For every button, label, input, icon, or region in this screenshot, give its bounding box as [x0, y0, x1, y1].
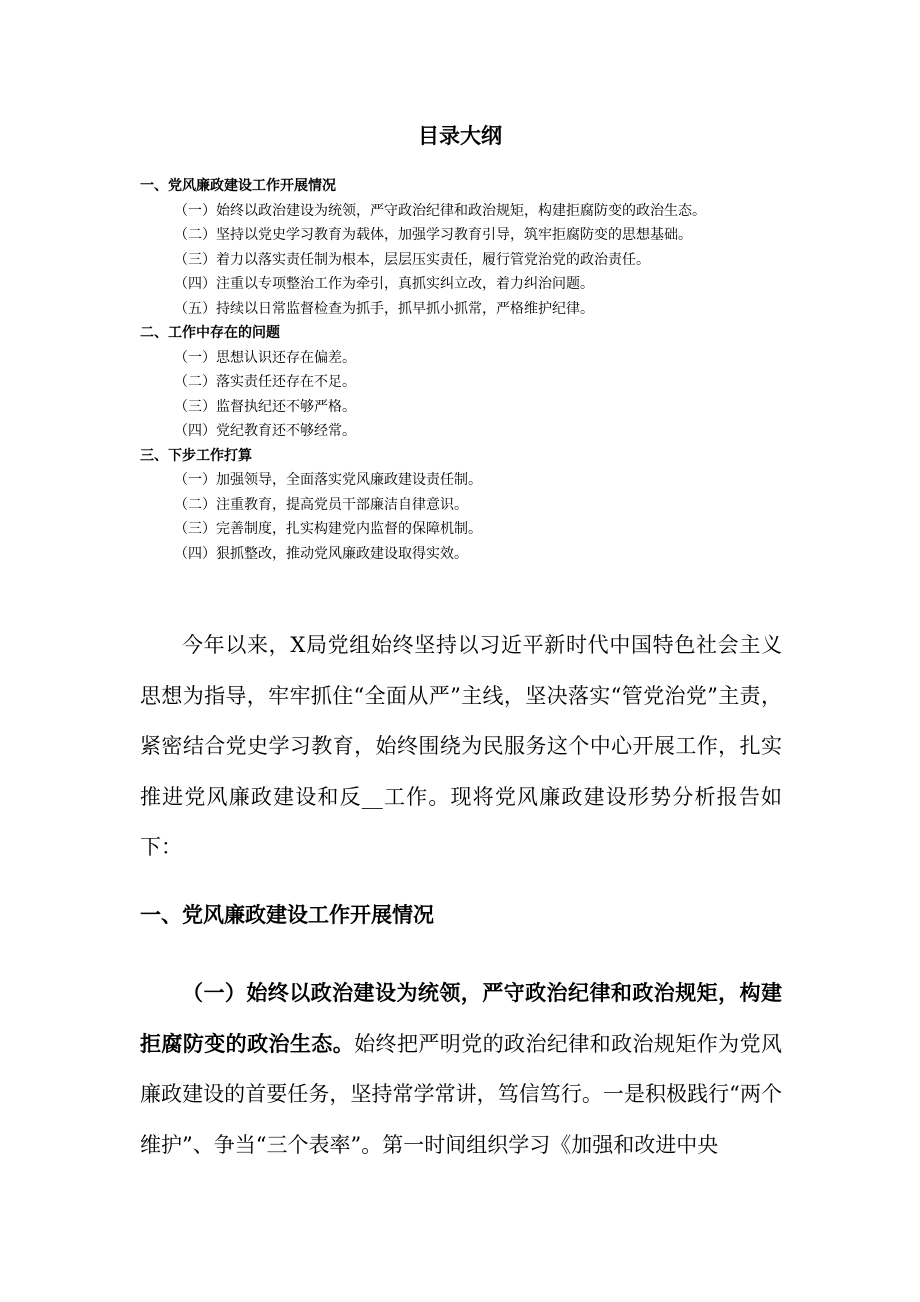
toc-item: （一）思想认识还存在偏差。	[174, 349, 356, 366]
toc-section-2: 二、工作中存在的问题	[140, 325, 280, 341]
toc-item: （二）落实责任还存在不足。	[174, 374, 356, 390]
paragraph-body-text: 始终把严明党的政治纪律和政治规矩作为党风廉政建设的首要任务，坚持常学常讲，笃信笃行。一是积极践行“两个维护”、争当“三个表率”。第一时间组织学习《加强和改进中央	[140, 1031, 783, 1157]
section-heading: 一、党风廉政建设工作开展情况	[140, 903, 434, 927]
toc-item: （三）着力以落实责任制为根本，层层压实责任，履行管党治党的政治责任。	[174, 251, 650, 268]
toc-item: （四）注重以专项整治工作为牵引，真抓实纠立改，着力纠治问题。	[174, 276, 594, 292]
toc-section-1: 一、党风廉政建设工作开展情况	[140, 178, 336, 194]
paragraph-lead-heading: （一）始终以政治建设为统领，严守政治纪律和政治规矩，构建拒腐防变的政治生态。	[140, 981, 782, 1056]
toc-title: 目录大纲	[418, 124, 502, 148]
toc-item: （四）狠抓整改，推动党风廉政建设取得实效。	[174, 545, 468, 562]
toc-item: （一）加强领导，全面落实党风廉政建设责任制。	[174, 472, 482, 488]
toc-item: （二）注重教育，提高党员干部廉洁自律意识。	[174, 496, 468, 513]
toc-item: （一）始终以政治建设为统领，严守政治纪律和政治规矩，构建拒腐防变的政治生态。	[174, 202, 706, 219]
toc-item: （二）坚持以党史学习教育为载体，加强学习教育引导，筑牢拒腐防变的思想基础。	[174, 227, 692, 243]
toc-item: （三）完善制度，扎实构建党内监督的保障机制。	[174, 521, 482, 537]
toc-item: （五）持续以日常监督检查为抓手，抓早抓小抓常，严格维护纪律。	[174, 300, 594, 317]
toc-section-3: 三、下步工作打算	[140, 447, 252, 464]
table-of-contents	[140, 174, 840, 566]
section-paragraph	[140, 968, 782, 1170]
toc-item: （三）监督执纪还不够严格。	[174, 398, 356, 415]
intro-paragraph: 今年以来，X局党组始终坚持以习近平新时代中国特色社会主义思想为指导，牢牢抓住“全面从严”主线，坚决落实“管党治党”主责，紧密结合党史学习教育，始终围绕为民服务这个中心开展工作，扎实推进党风廉政建设和反__工作。现将党风廉政建设形势分析报告如下：	[140, 633, 782, 859]
toc-item: （四）党纪教育还不够经常。	[174, 423, 356, 439]
